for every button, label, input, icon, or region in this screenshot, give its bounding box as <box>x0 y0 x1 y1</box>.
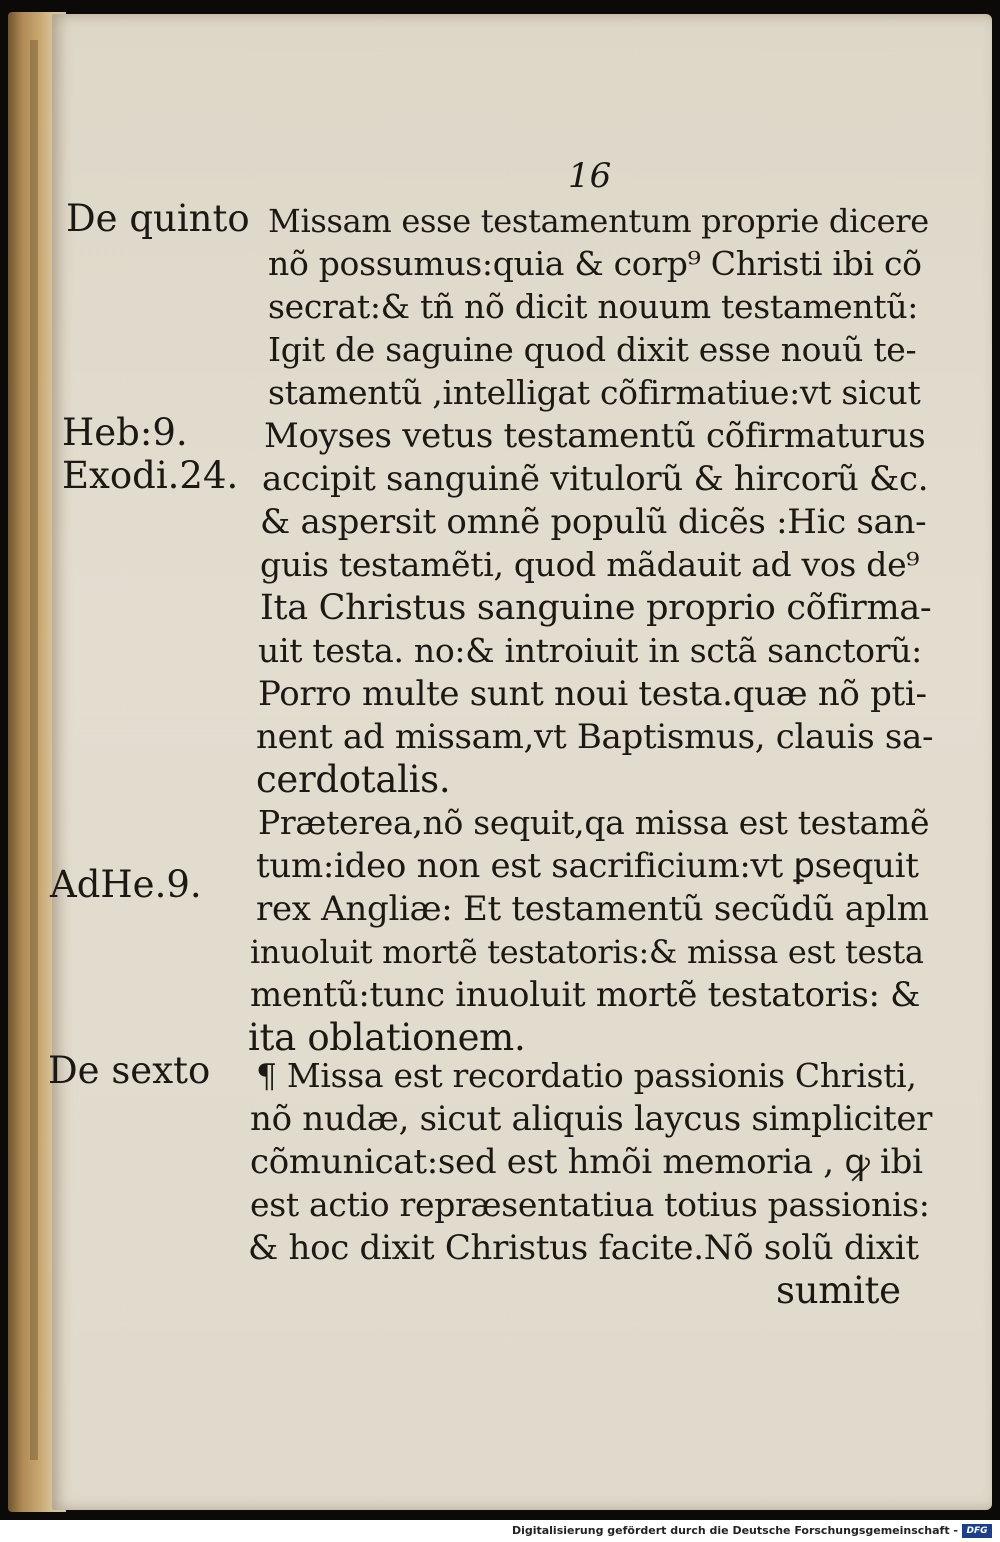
catchword: sumite <box>776 1269 901 1312</box>
text-line: cerdotalis. <box>256 758 451 801</box>
margin-note-de-quinto: De quinto <box>66 197 250 240</box>
footer-credit: Digitalisierung gefördert durch die Deutsche Forschungsgemeinschaft - <box>511 1524 958 1537</box>
margin-note-heb: Heb:9. <box>62 411 188 454</box>
text-line: accipit sanguinẽ vitulorũ & hircorũ &c. <box>262 459 929 499</box>
text-line: uit testa. no:& introiuit in sctã sanctorũ: <box>258 631 922 670</box>
text-line: nent ad missam,vt Baptismus, clauis sa- <box>256 717 934 757</box>
text-line: nõ nudæ, sicut aliquis laycus simpliciter <box>250 1099 933 1139</box>
text-line: Præterea,nõ sequit,qa missa est testamẽ <box>258 803 930 842</box>
text-line: rex Angliæ: Et testamentũ secũdũ aplm <box>256 889 929 929</box>
spine-shadow <box>30 40 38 1460</box>
text-line: & hoc dixit Christus facite.Nõ solũ dixit <box>248 1228 919 1268</box>
text-line: Missam esse testamentum proprie dicere <box>268 202 929 240</box>
page-number: 16 <box>568 156 612 196</box>
text-line: stamentũ ,intelligat cõfirmatiue:vt sicut <box>268 373 921 412</box>
text-line: est actio repræsentatiua totius passionis: <box>250 1185 930 1224</box>
text-line: Ita Christus sanguine proprio cõfirma- <box>260 588 932 628</box>
text-line: Igit de saguine quod dixit esse nouũ te- <box>268 330 917 369</box>
margin-note-ad-he: AdHe.9. <box>50 863 202 906</box>
text-line: guis testamẽti, quod mãdauit ad vos de⁹ <box>260 545 920 584</box>
text-line: & aspersit omnẽ populũ dicẽs :Hic san- <box>260 502 927 542</box>
text-line: tum:ideo non est sacrificium:vt ꝑsequit <box>256 846 919 886</box>
margin-note-exodi: Exodi.24. <box>62 454 239 497</box>
text-line: ita oblationem. <box>248 1016 526 1059</box>
text-line: nõ possumus:quia & corp⁹ Christi ibi cõ <box>268 244 922 283</box>
text-line: mentũ:tunc inuoluit mortẽ testatoris: & <box>250 975 921 1015</box>
text-line: inuoluit mortẽ testatoris:& missa est testa <box>250 933 924 971</box>
text-line: Moyses vetus testamentũ cõfirmaturus <box>264 416 926 456</box>
text-line: ¶ Missa est recordatio passionis Christi, <box>256 1056 917 1095</box>
dfg-logo: DFG <box>962 1524 992 1538</box>
text-line: cõmunicat:sed est hmõi memoria , ꝙ ibi <box>250 1142 923 1182</box>
margin-note-de-sexto: De sexto <box>48 1049 211 1092</box>
text-line: Porro multe sunt noui testa.quæ nõ pti- <box>258 674 927 714</box>
text-line: secrat:& tñ nõ dicit nouum testamentũ: <box>268 287 919 326</box>
